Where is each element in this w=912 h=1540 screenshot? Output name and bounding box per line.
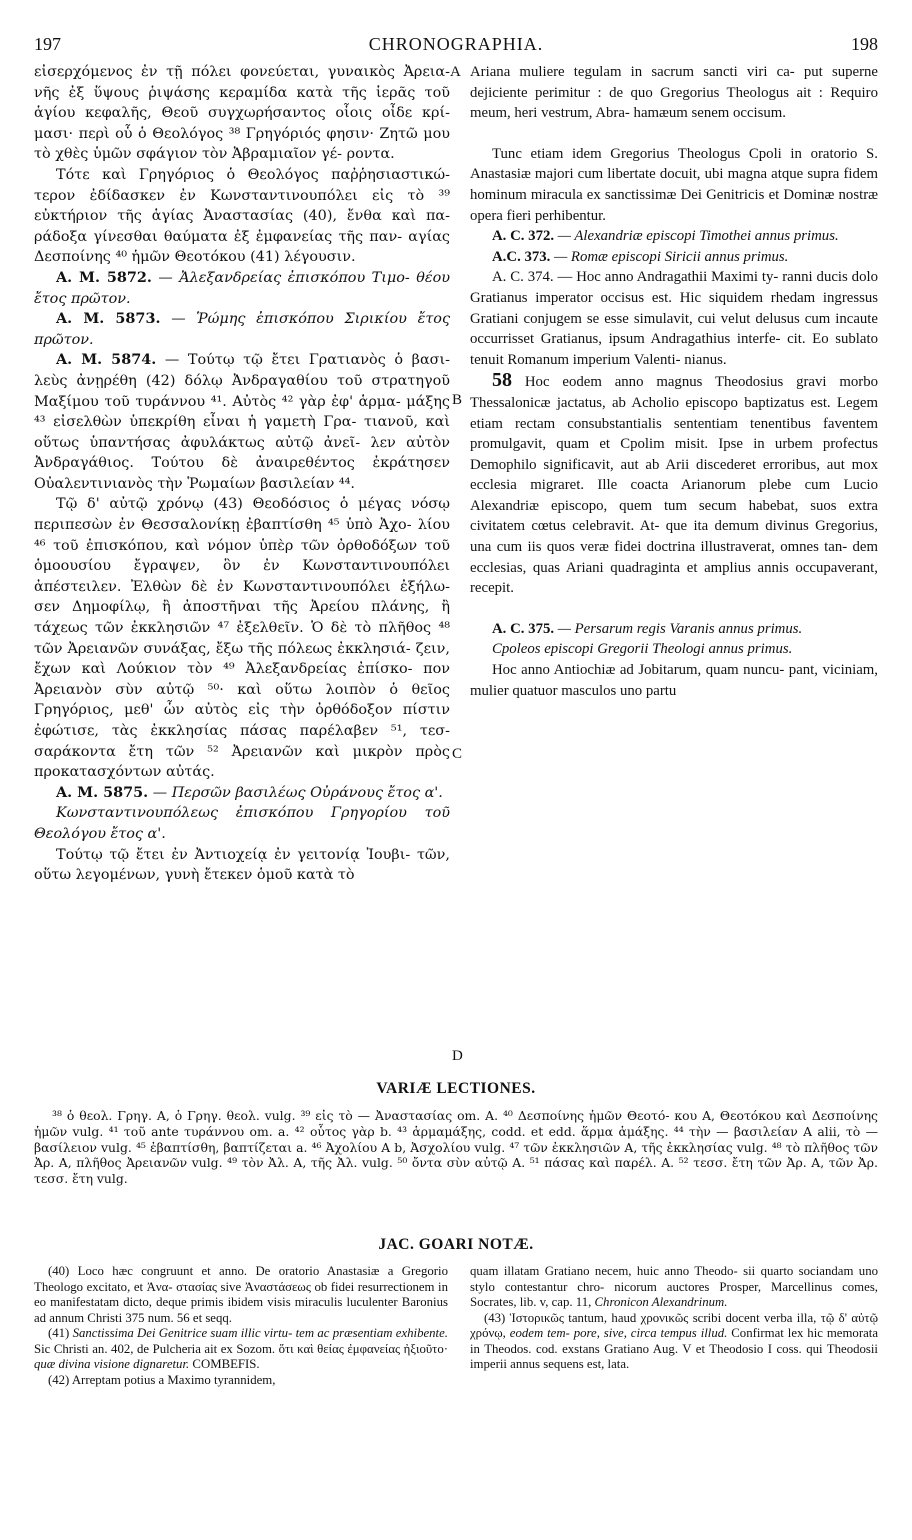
note-40: (40) Loco hæc congruunt et anno. De oratorio Anastasiæ a Gregorio Theologo excitato, et Ἀνα- στασίας sive Ἀναστάσεως ob fidei resurrectionem in eo manifestatam dicto, deque primis ibidem visis miraculis luculenter Baronius ad annum Christi 375 num. 56 et seqq. [34,1264,449,1325]
margin-marker-a: A [450,64,461,80]
latin-column [470,62,878,701]
latin-entry-375: A. C. 375. — Persarum regis Varanis annus primus. [492,620,803,637]
latin-para-1: Ariana muliere tegulam in sacrum sancti viri ca- put superne dejiciente perimitur : de quo Gregorius Theologus ait : Requiro meum, heri vestrum, Abra- hamæum senem occisum. [470,64,878,122]
margin-marker-d: D [452,1048,463,1064]
greek-para-8: Κωνσταντινουπόλεως ἐπισκόπου Γρηγορίου τοῦ Θεολόγου ἔτος α'. [34,805,450,842]
note-43: (43) Ἱστορικῶς tantum, haud χρονικῶς scribi docent verba illa, τῷ δ' αὐτῷ χρόνῳ, eodem tem- pore, sive, circa tempus illud. Confirmat lex hic memorata in Theodos. cod. exstans Gratiano Aug. V et Theodosio I coss. qui Theodosii imperii annus sequens est, lata. [470,1310,879,1371]
variae-lectiones [34,1108,878,1187]
notes-right-column [470,1264,878,1373]
latin-para-5: A. C. 374. — Hoc anno Andragathii Maximi ty- ranni ducis dolo Gratianus imperator occisus est. Hic siquidem rhedam ingressus Gratiani conjugem se esse simulavit, cui velut delusus cum incaute occurrisset Gratianus, ipsum Andragathius interfe- cit. Eo sublato tenuit Romanum imperium Valenti- nianus. [470,269,878,368]
latin-para-8: Cpoleos episcopi Gregorii Theologi annus primus. [492,641,793,658]
latin-para-9: Hoc anno Antiochiæ ad Jobitarum, quam nuncu- pant, viciniam, mulier quatuor masculos uno partu [470,662,878,699]
page-number-right: 198 [851,34,878,54]
greek-entry-5872: Α. Μ. 5872. — Ἀλεξανδρείας ἐπισκόπου Τιμο- θέου ἔτος πρῶτον. [34,268,451,307]
greek-para-9: Τούτῳ τῷ ἔτει ἐν Ἀντιοχείᾳ ἐν γειτονίᾳ Ἰουβι- τῶν, οὕτω λεγομένων, γυνὴ ἔτεκεν ὁμοῦ κατὰ τὸ [34,846,450,884]
latin-para-2: Tunc etiam idem Gregorius Theologus Cpoli in oratorio S. Anastasiæ majori cum libertate docuit, ubi magna atque supra fidem hominum miracula ex sanctissimæ Dei Genitricis et Dominæ nostræ opera fieri perhibentur. [470,145,878,224]
greek-column [34,62,450,886]
greek-para-1: εἰσερχόμενος ἐν τῇ πόλει φονεύεται, γυναικὸς Ἀρεια- νῆς ἐξ ὕψους ῥιψάσης κεραμίδα κατὰ τῆς ἱερᾶς τοῦ ἁγίου κεφαλῆς, Θεοῦ συγχωρήσαντος οἷοις οἶδε κρί- μασι· περὶ οὗ ὁ Θεολόγος ³⁸ Γρηγόριός φησιν· Ζητῶ μου τὸ χθὲς ὑμῶν σφάγιον τὸν Ἀβραμιαῖον γέ- ροντα. [34,64,450,163]
greek-entry-5874: Α. Μ. 5874. — Τούτῳ τῷ ἔτει Γρατιανὸς ὁ βασι- λεὺς ἀνῃρέθη (42) δόλῳ Ἀνδραγαθίου τοῦ στρατηγοῦ Μαξίμου τοῦ τυράννου ⁴¹. Αὐτὸς ⁴² γὰρ ἐφ' ἁρμα- μάξης ⁴³ εἰσελθὼν ὑπεκρίθη εἶναι ἡ γαμετὴ Γρα- τιανοῦ, καὶ οὕτως ὑπαντήσας ἀφυλάκτως αὐτῷ ἀνεῖ- λεν αὐτὸν Ἀνδραγάθιος. Τούτου δὲ ἀναιρεθέντος ἐκράτησεν Οὐαλεντινιανὸς τὴν Ῥωμαίων βασιλείαν ⁴⁴. [34,351,451,492]
greek-para-6: Τῷ δ' αὐτῷ χρόνῳ (43) Θεοδόσιος ὁ μέγας νόσῳ περιπεσὼν ἐν Θεσσαλονίκῃ ἐβαπτίσθη ⁴⁵ ὑπὸ Ἀχο- λίου ⁴⁶ τοῦ ἐπισκόπου, καὶ νόμον ὑπὲρ τῶν ὀρθοδόξων τοῦ ὁμοουσίου ἔγραψεν, ὃν ἐν Κωνσταντινουπόλει ἀπέστειλεν. Ἐλθὼν δὲ ἐν Κωνσταντινουπόλει ἐξήλω- σεν Δημοφίλῳ, ἢ ἀποστῆναι τῆς Ἀρείου πλάνης, ἢ τάχεως τῶν ἐκκλησιῶν ⁴⁷ ἐξελθεῖν. Ὁ δὲ τὸ πλῆθος ⁴⁸ τῶν Ἀρειανῶν συνάξας, ἔξω τῆς πόλεως ἐκκλησιά- ζειν, ἔχων καὶ Λούκιον τὸν ⁴⁹ Ἀλεξανδρείας ἐπίσκο- πον Ἀρειανὸν σὺν αὐτῷ ⁵⁰· καὶ οὕτω λοιπὸν ὁ θεῖος Γρηγόριος, μεθ' ὧν αὐτὸς εἰς τὴν ὀρθόδοξον πίστιν ἐφώτισε, τὰς ἐκκλησίας πάσας παρέλαβεν ⁵¹, τεσ- σαράκοντα ἔτη τῶν ⁵² Ἀρειανῶν καὶ μικρὸν πρὸς προκατασχόντων αὐτάς. [34,496,450,781]
latin-entry-373: A.C. 373. — Romæ episcopi Siricii annus primus. [492,248,789,265]
notes-title: JAC. GOARI NOTÆ. [378,1236,534,1253]
note-42: (42) Arreptam potius a Maximo tyrannidem, [48,1372,276,1387]
margin-marker-c: C [452,746,463,762]
latin-entry-372: A. C. 372. — Alexandriæ episcopi Timothei annus primus. [492,228,839,245]
note-41: (41) Sanctissima Dei Genitrice suam illic virtu- tem ac præsentiam exhibente. Sic Christi an. 402, de Pulcheria ait ex Sozom. ὅτι καὶ θείας ἐμφανείας ἠξιοῦτο· quæ divina visione dignaretur. COMBEFIS. [34,1326,448,1371]
note-42-continued: quam illatam Gratiano necem, huic anno Theodo- sii quarto sociandam uno stylo contestantur chro- nicorum auctores Prosper, Marcellinus comes, Socrates, lib. v, cap. 11, Chronicon Alexandrinum. [470,1264,878,1309]
margin-marker-b: B [452,392,463,408]
paragraph-number-58: 58 [492,369,512,392]
greek-para-2: Τότε καὶ Γρηγόριος ὁ Θεολόγος παῤῥησιαστικώ- τερον ἐδίδασκεν ἐν Κωνσταντινουπόλει εἰς τὸ ³⁹ εὐκτήριον τῆς ἁγίας Ἀναστασίας (40), ἔνθα καὶ πα- ράδοξα γίνεσθαι θαύματα ἐξ ἐμφανείας τῆς παν- αγίας Δεσποίνης ⁴⁰ ἡμῶν Θεοτόκου (41) λέγουσιν. [34,166,450,266]
variae-lectiones-title: VARIÆ LECTIONES. [376,1080,536,1097]
greek-entry-5873: Α. Μ. 5873. — Ῥώμης ἐπισκόπου Σιρικίου ἔτος πρῶτον. [34,310,451,348]
notes-left-column [34,1264,448,1388]
running-title: CHRONOGRAPHIA. [368,34,544,54]
latin-para-6: 58 Hoc eodem anno magnus Theodosius gravi morbo Thessalonicæ jactatus, ab Acholio episcopo baptizatus est. Legem etiam rectam consubstantialis sententiam tenentibus faventem promulgavit, quam et Cpolim misit. Ipse in urbem profectus Demophilo significavit, aut ab Arii discederet erroribus, aut mox ecclesia migraret. Ille coacta Arianorum plebe cum Lucio Alexandriæ episcopo, quem tum secum habebat, suos extra civitatem cœtus celebravit. At- que ita demum divinus Gregorius, una cum iis quos veræ fidei doctrina illustraverat, omnes tan- dem ecclesias, quas Ariani quadraginta et amplius annis occupaverant, recepit. [470,369,878,597]
greek-entry-5875: Α. Μ. 5875. — Περσῶν βασιλέως Οὐράνους ἔτος α'. [56,783,443,801]
page-number-left: 197 [34,34,61,54]
page-header [34,34,878,56]
variae-lectiones-text: ³⁸ ὁ θεολ. Γρηγ. A, ὁ Γρηγ. θεολ. vulg. ³⁹ εἰς τὸ — Ἀναστασίας om. A. ⁴⁰ Δεσποίνης ἡμῶν Θεοτό- κου A, Θεοτόκου καὶ Δεσποίνης ἡμῶν vulg. ⁴¹ τοῦ ante τυράννου om. a. ⁴² οὗτος γὰρ b. ⁴³ ἁρμαμάξης, codd. et edd. ἅρμα ἁμάξης. ⁴⁴ τὴν — βασιλείαν A alii, τὸ — βασίλειον vulg. ⁴⁵ ἐβαπτίσθη, βαπτίζεται a. ⁴⁶ Ἀχολίου A b, Ἀσχολίου vulg. ⁴⁷ τῶν ἐκκλησιῶν A, τῆς ἐκκλησίας vulg. ⁴⁸ τὸ πλῆθος τῶν Ἀρ. A, πλῆθος Ἀρειανῶν vulg. ⁴⁹ τὸν Ἀλ. A, τῆς Ἀλ. vulg. ⁵⁰ ὄντα σὺν αὐτῷ A. ⁵¹ πάσας καὶ παρέλ. A. ⁵² τεσσ. ἔτη τῶν Ἀρ. A, τῶν Ἀρ. τεσσ. ἔτη vulg. [34,1108,878,1187]
